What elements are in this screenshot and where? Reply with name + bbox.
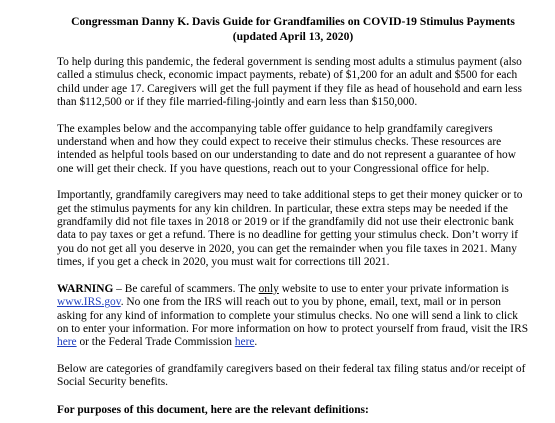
intro-paragraph: To help during this pandemic, the federal government is sending most adults a stimulus payment (also called a stimulus check, economic impact payments, rebate) of $1,200 for an adult and $500 for each child under age 17. Caregivers will get the full payment if they file as head of household and earn less than $112,500 or if they file married-filing-jointly and earn less than $150,000.	[57, 56, 522, 109]
additional-steps-paragraph: Importantly, grandfamily caregivers may need to take additional steps to get their money quicker or to get the stimulus payments for any kin children. In particular, these extra steps may be needed if the grandfamily did not file taxes in 2018 or 2019 or if the grandfamily did not use their electronic bank data to pay taxes or get a refund. There is no deadline for getting your stimulus check. Don’t worry if you do not get all you deserve in 2020, you can get the remainder when you file taxes in 2021. Many times, if you get a check in 2020, you must wait for corrections till 2021.	[57, 189, 523, 269]
categories-paragraph: Below are categories of grandfamily caregivers based on their federal tax filing status and/or receipt of Social Security benefits.	[57, 362, 526, 389]
warning-only-emphasis: only	[258, 282, 279, 295]
title-line-1: Congressman Danny K. Davis Guide for Grandfamilies on COVID-19 Stimulus Payments	[71, 15, 515, 28]
irs-website-link[interactable]: www.IRS.gov	[57, 296, 121, 309]
warning-paragraph	[57, 283, 529, 350]
examples-paragraph: The examples below and the accompanying table offer guidance to help grandfamily caregivers understand when and how they could expect to receive their stimulus checks. These resources are intended as helpful tools based on our understanding to date and do not represent a guarantee of how one will get their check. If you have questions, reach out to your Congressional office for help.	[57, 122, 516, 175]
document-title	[57, 14, 529, 44]
warning-text-1: – Be careful of scammers. The	[113, 282, 259, 295]
warning-text-3: . No one from the IRS will reach out to you by phone, email, text, mail or in person asking for any kind of information to complete your stimulus checks. No one will send a link to click on to enter your information. For more information on how to protect yourself from fraud, visit the IRS	[57, 296, 529, 335]
definitions-heading: For purposes of this document, here are the relevant definitions:	[57, 403, 369, 416]
ftc-here-link[interactable]: here	[234, 336, 255, 349]
warning-label: WARNING	[57, 282, 114, 295]
warning-text-2: website to use to enter your private information is	[278, 282, 509, 295]
warning-text-5: .	[254, 336, 258, 349]
irs-here-link[interactable]: here	[57, 336, 77, 349]
warning-text-4: or the Federal Trade Commission	[76, 336, 235, 349]
title-line-2: (updated April 13, 2020)	[232, 30, 354, 43]
